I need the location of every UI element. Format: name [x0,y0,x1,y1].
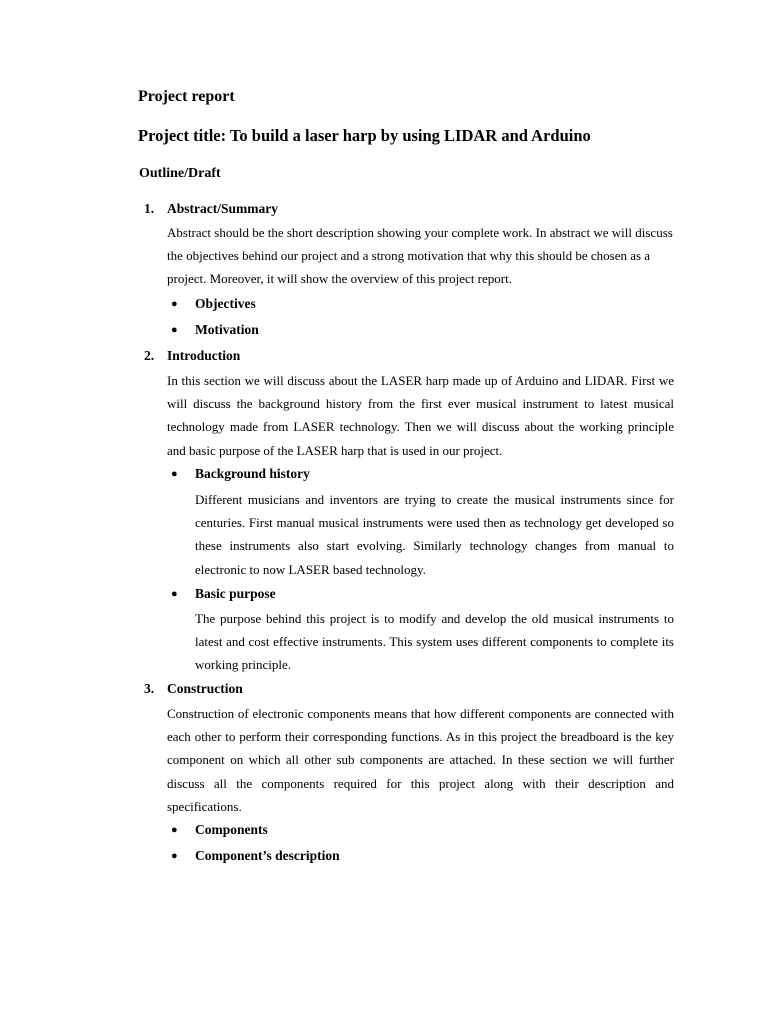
bullet-icon: ● [171,850,178,862]
section-paragraph-construction: Construction of electronic components means that how different components are connected with each other to perform their corresponding functions. As in this project the breadboard is the key component on which all other sub components are attached. In these section we will further discuss all the components required for this project along with their description and specifications. [167,706,674,814]
bullet-paragraph-background-history: Different musicians and inventors are trying to create the musical instruments since for centuries. First manual musical instruments were used then as technology get developed so these instruments also start evolving. Similarly technology changes from manual to electronic to now LASER based technology. [195,492,674,577]
bullet-paragraph-basic-purpose: The purpose behind this project is to modify and develop the old musical instruments to latest and cost effective instruments. This system uses different components to complete its working principle. [195,611,674,673]
section-number: 2. [144,348,155,363]
bullet-title-background-history: Background history [195,466,310,481]
outline-label: Outline/Draft [139,166,221,181]
section-title-introduction: Introduction [167,348,241,363]
bullet-icon: ● [171,824,178,836]
bullet-icon: ● [171,468,178,480]
bullet-icon: ● [171,588,178,600]
bullet-title-component-description: Component’s description [195,848,340,863]
bullet-icon: ● [171,324,178,336]
section-title-abstract: Abstract/Summary [167,201,278,216]
bullet-title-motivation: Motivation [195,322,259,337]
section-number: 1. [144,201,155,216]
bullet-title-basic-purpose: Basic purpose [195,586,276,601]
section-title-construction: Construction [167,681,243,696]
bullet-icon: ● [171,298,178,310]
project-title: Project title: To build a laser harp by using LIDAR and Arduino [138,126,591,145]
section-paragraph-abstract: Abstract should be the short description showing your complete work. In abstract we will discuss the objectives behind our project and a strong motivation that why this should be chosen as a project. Moreover, it will show the overview of this project report. [167,225,673,287]
bullet-title-components: Components [195,822,268,837]
section-paragraph-introduction: In this section we will discuss about the LASER harp made up of Arduino and LIDAR. First we will discuss the background history from the first ever musical instrument to latest musical technology made from LASER technology. Then we will discuss about the working principle and basic purpose of the LASER harp that is used in our project. [167,373,674,458]
section-number: 3. [144,681,155,696]
report-label: Project report [138,88,235,105]
bullet-title-objectives: Objectives [195,296,256,311]
